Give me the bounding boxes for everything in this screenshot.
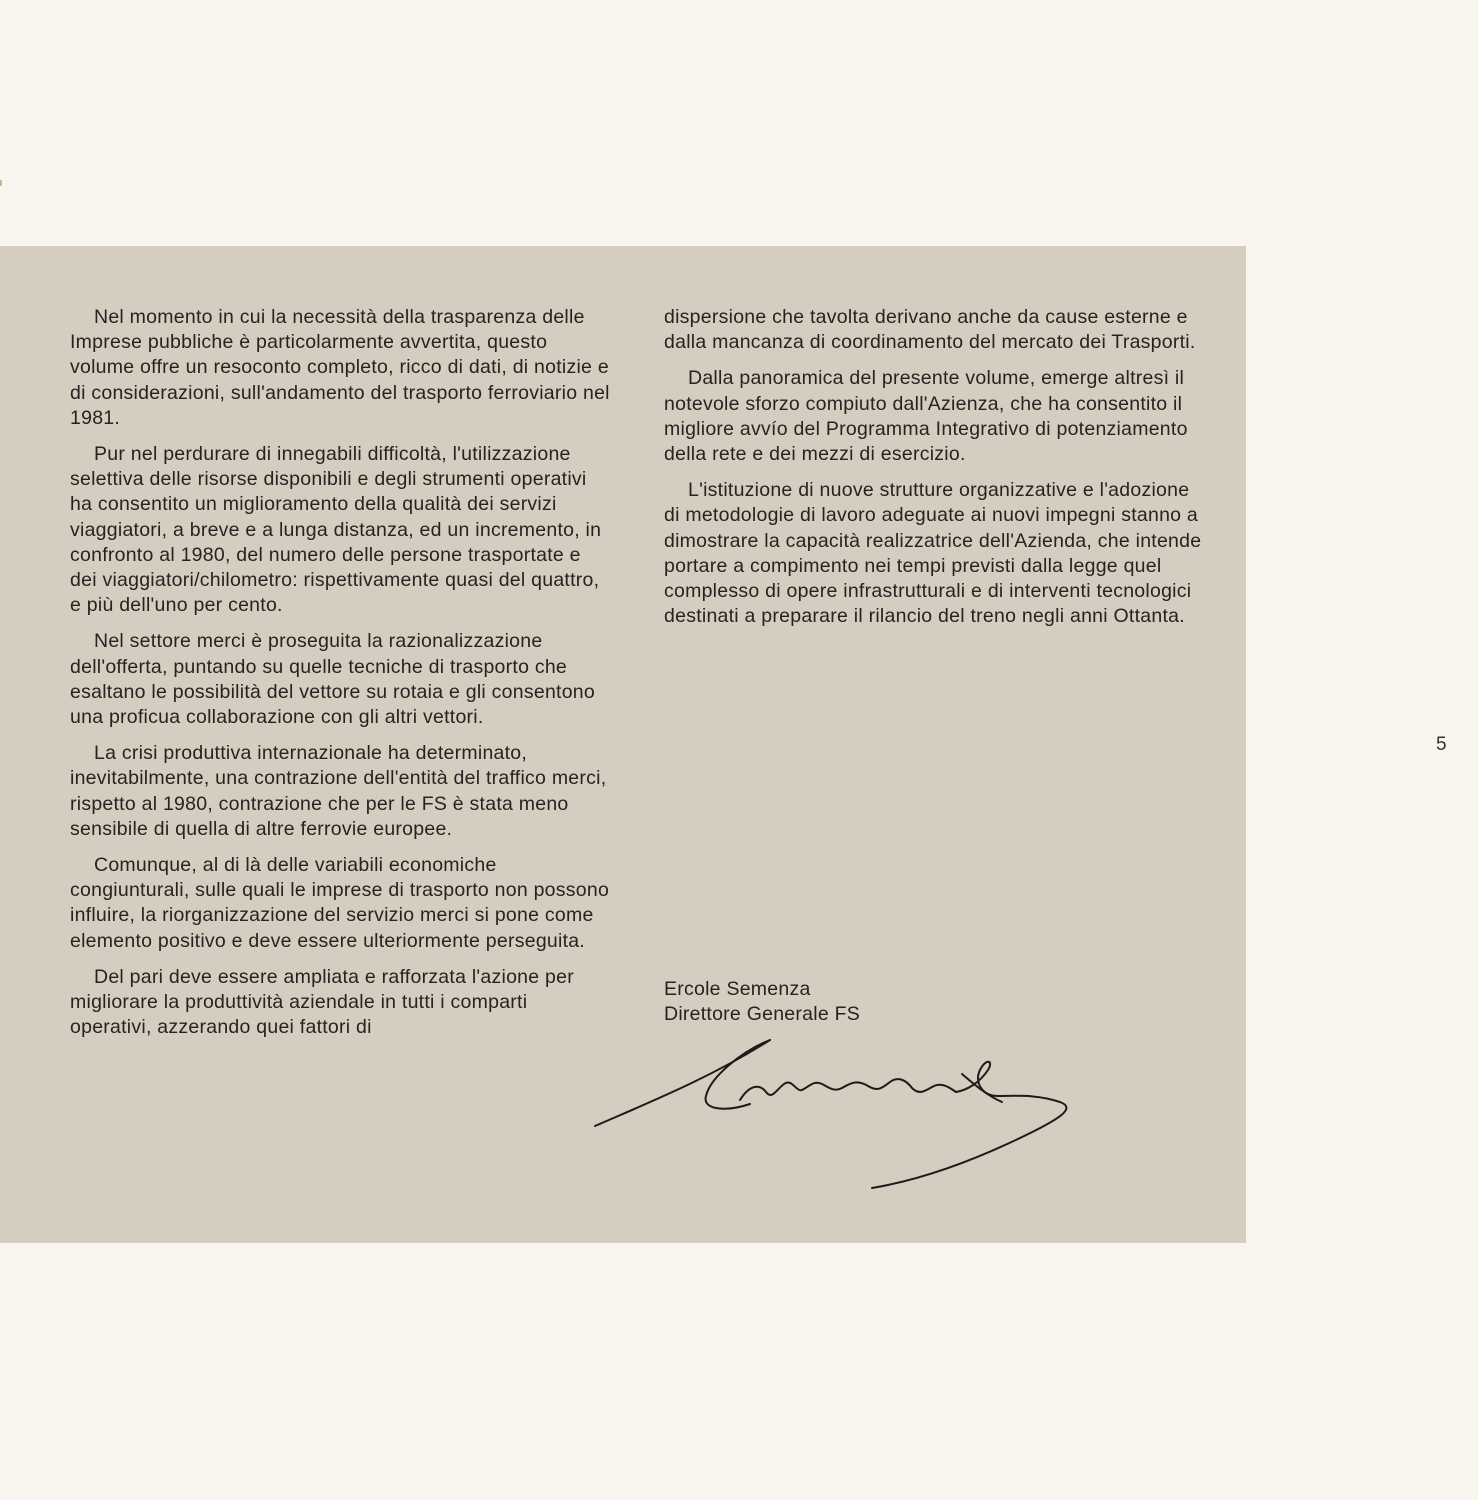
- paragraph: Nel momento in cui la necessità della trasparenza delle Imprese pubbliche è particolarmente avvertita, questo volume offre un resoconto completo, ricco di dati, di notizie e di considerazioni, sull'andamento del trasporto ferroviario nel 1981.: [70, 306, 610, 429]
- signatory-role: Direttore Generale FS: [664, 1003, 860, 1026]
- signoff-block: [664, 977, 860, 1027]
- paragraph: Comunque, al di là delle variabili economiche congiunturali, sulle quali le imprese di trasporto non possono influire, la riorganizzazione del servizio merci si pone come elemento positivo e deve essere ulteriormente perseguita.: [70, 854, 610, 952]
- page-number: 5: [1436, 734, 1447, 755]
- right-column: [664, 305, 1204, 640]
- paragraph: La crisi produttiva internazionale ha determinato, inevitabilmente, una contrazione dell'entità del traffico merci, rispetto al 1980, contrazione che per le FS è stata meno sensibile di quella di altre ferrovie europee.: [70, 742, 607, 840]
- paragraph: L'istituzione di nuove strutture organizzative e l'adozione di metodologie di lavoro adeguate ai nuovi impegni stanno a dimostrare la capacità realizzatrice dell'Azienda, che intende portare a compimento nei tempi previsti dalla legge quel complesso di opere infrastrutturali e di interventi tecnologici destinati a preparare il rilancio del treno negli anni Ottanta.: [664, 479, 1202, 628]
- paragraph: Del pari deve essere ampliata e rafforzata l'azione per migliorare la produttività aziendale in tutti i comparti operativi, azzerando quei fattori di: [70, 965, 574, 1039]
- paragraph: Pur nel perdurare di innegabili difficoltà, l'utilizzazione selettiva delle risorse disponibili e degli strumenti operativi ha consentito un miglioramento della qualità dei servizi viaggiatori, a breve e a lunga distanza, ed un incremento, in confronto al 1980, del numero delle persone trasportate e dei viaggiatori/chilometro: rispettivamente quasi del quattro, e più dell'uno per cento.: [70, 443, 602, 617]
- left-column: [70, 305, 610, 1051]
- signatory-name: Ercole Semenza: [664, 978, 811, 1000]
- paragraph: Nel settore merci è proseguita la razionalizzazione dell'offerta, puntando su quelle tecniche di trasporto che esaltano le possibilità del vettore su rotaia e gli consentono una proficua collaborazione con gli altri vettori.: [70, 630, 595, 729]
- edge-mark: [0, 180, 2, 186]
- paragraph: Dalla panoramica del presente volume, emerge altresì il notevole sforzo compiuto dall'Azienza, che ha consentito il migliore avvío del Programma Integrativo di potenziamento della rete e dei mezzi di esercizio.: [664, 367, 1188, 466]
- paragraph-continuation: dispersione che tavolta derivano anche da cause esterne e dalla mancanza di coordinamento del mercato dei Trasporti.: [664, 306, 1196, 354]
- handwritten-signature: [590, 1030, 1090, 1200]
